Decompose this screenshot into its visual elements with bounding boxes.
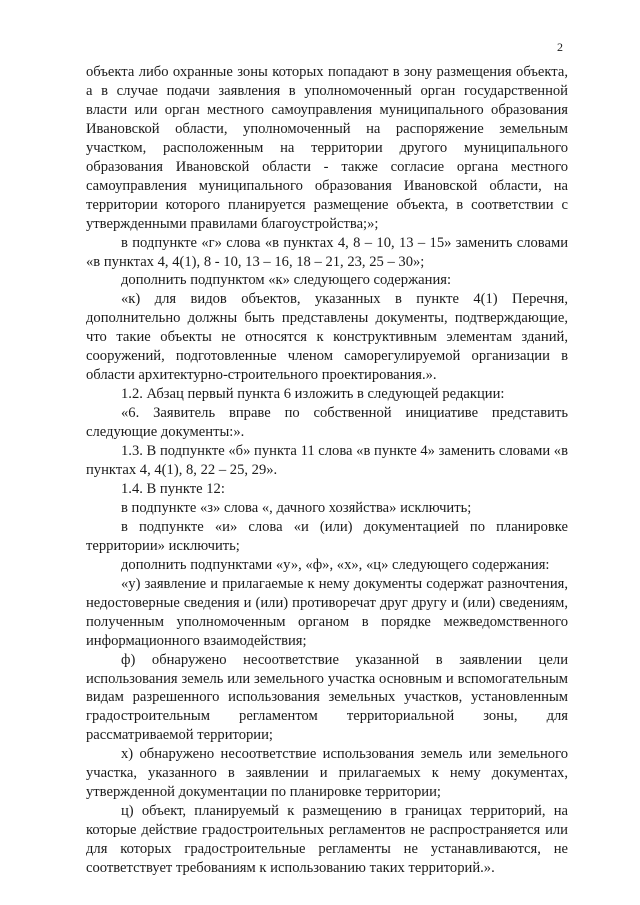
paragraph: 1.2. Абзац первый пункта 6 изложить в следующей редакции: [121,386,505,403]
paragraph: ф) обнаружено несоответствие указанной в заявлении цели использования земель или земельного участка основным и вспомогательным видам разрешенного использования земельных участков, установленным градостроительным регламентом территориальной зоны, для рассматриваемой территории; [86,651,568,744]
paragraph: в подпункте «г» слова «в пунктах 4, 8 – 10, 13 – 15» заменить словами «в пунктах 4, 4(1), 8 - 10, 13 – 16, 18 – 21, 23, 25 – 30»; [86,234,568,270]
document-body [86,63,568,878]
paragraph: «к) для видов объектов, указанных в пункте 4(1) Перечня, дополнительно должны быть представлены документы, подтверждающие, что такие объекты не относятся к конструктивным элементам зданий, сооружений, подготовленные членом саморегулируемой организации в области архитектурно-строительного проектирования.». [86,291,568,384]
paragraph: «6. Заявитель вправе по собственной инициативе представить следующие документы:». [86,405,568,441]
paragraph: в подпункте «з» слова «, дачного хозяйства» исключить; [121,499,472,516]
paragraph: «у) заявление и прилагаемые к нему документы содержат разночтения, недостоверные сведения и (или) противоречат друг другу и (или) сведениям, полученным уполномоченным органом в порядке межведомственного информационного взаимодействия; [86,575,568,649]
paragraph: х) обнаружено несоответствие использования земель или земельного участка, указанного в заявлении и прилагаемых к нему документах, утвержденной документации по планировке территории; [86,746,568,801]
page-number: 2 [557,40,563,54]
paragraph: ц) объект, планируемый к размещению в границах территорий, на которые действие градостроительных регламентов не распространяется или для которых градостроительные регламенты не устанавливаются, не соответствует требованиям к использованию таких территорий.». [86,803,568,877]
paragraph: объекта либо охранные зоны которых попадают в зону размещения объекта, а в случае подачи заявления в уполномоченный орган государственной власти или орган местного самоуправления муниципального образования Ивановской области, уполномоченный на распоряжение земельным участком, расположенным на территории другого муниципального образования Ивановской области - также согласие органа местного самоуправления муниципального образования Ивановской области, на территории которого планируется размещение объекта, в соответствии с утвержденными правилами благоустройства;»; [86,64,568,232]
paragraph: 1.3. В подпункте «б» пункта 11 слова «в пункте 4» заменить словами «в пунктах 4, 4(1), 8, 22 – 25, 29». [86,443,568,479]
paragraph: в подпункте «и» слова «и (или) документацией по планировке территории» исключить; [86,518,568,554]
paragraph: дополнить подпунктами «у», «ф», «х», «ц» следующего содержания: [121,556,550,573]
paragraph: 1.4. В пункте 12: [121,480,225,497]
paragraph: дополнить подпунктом «к» следующего содержания: [121,272,452,289]
